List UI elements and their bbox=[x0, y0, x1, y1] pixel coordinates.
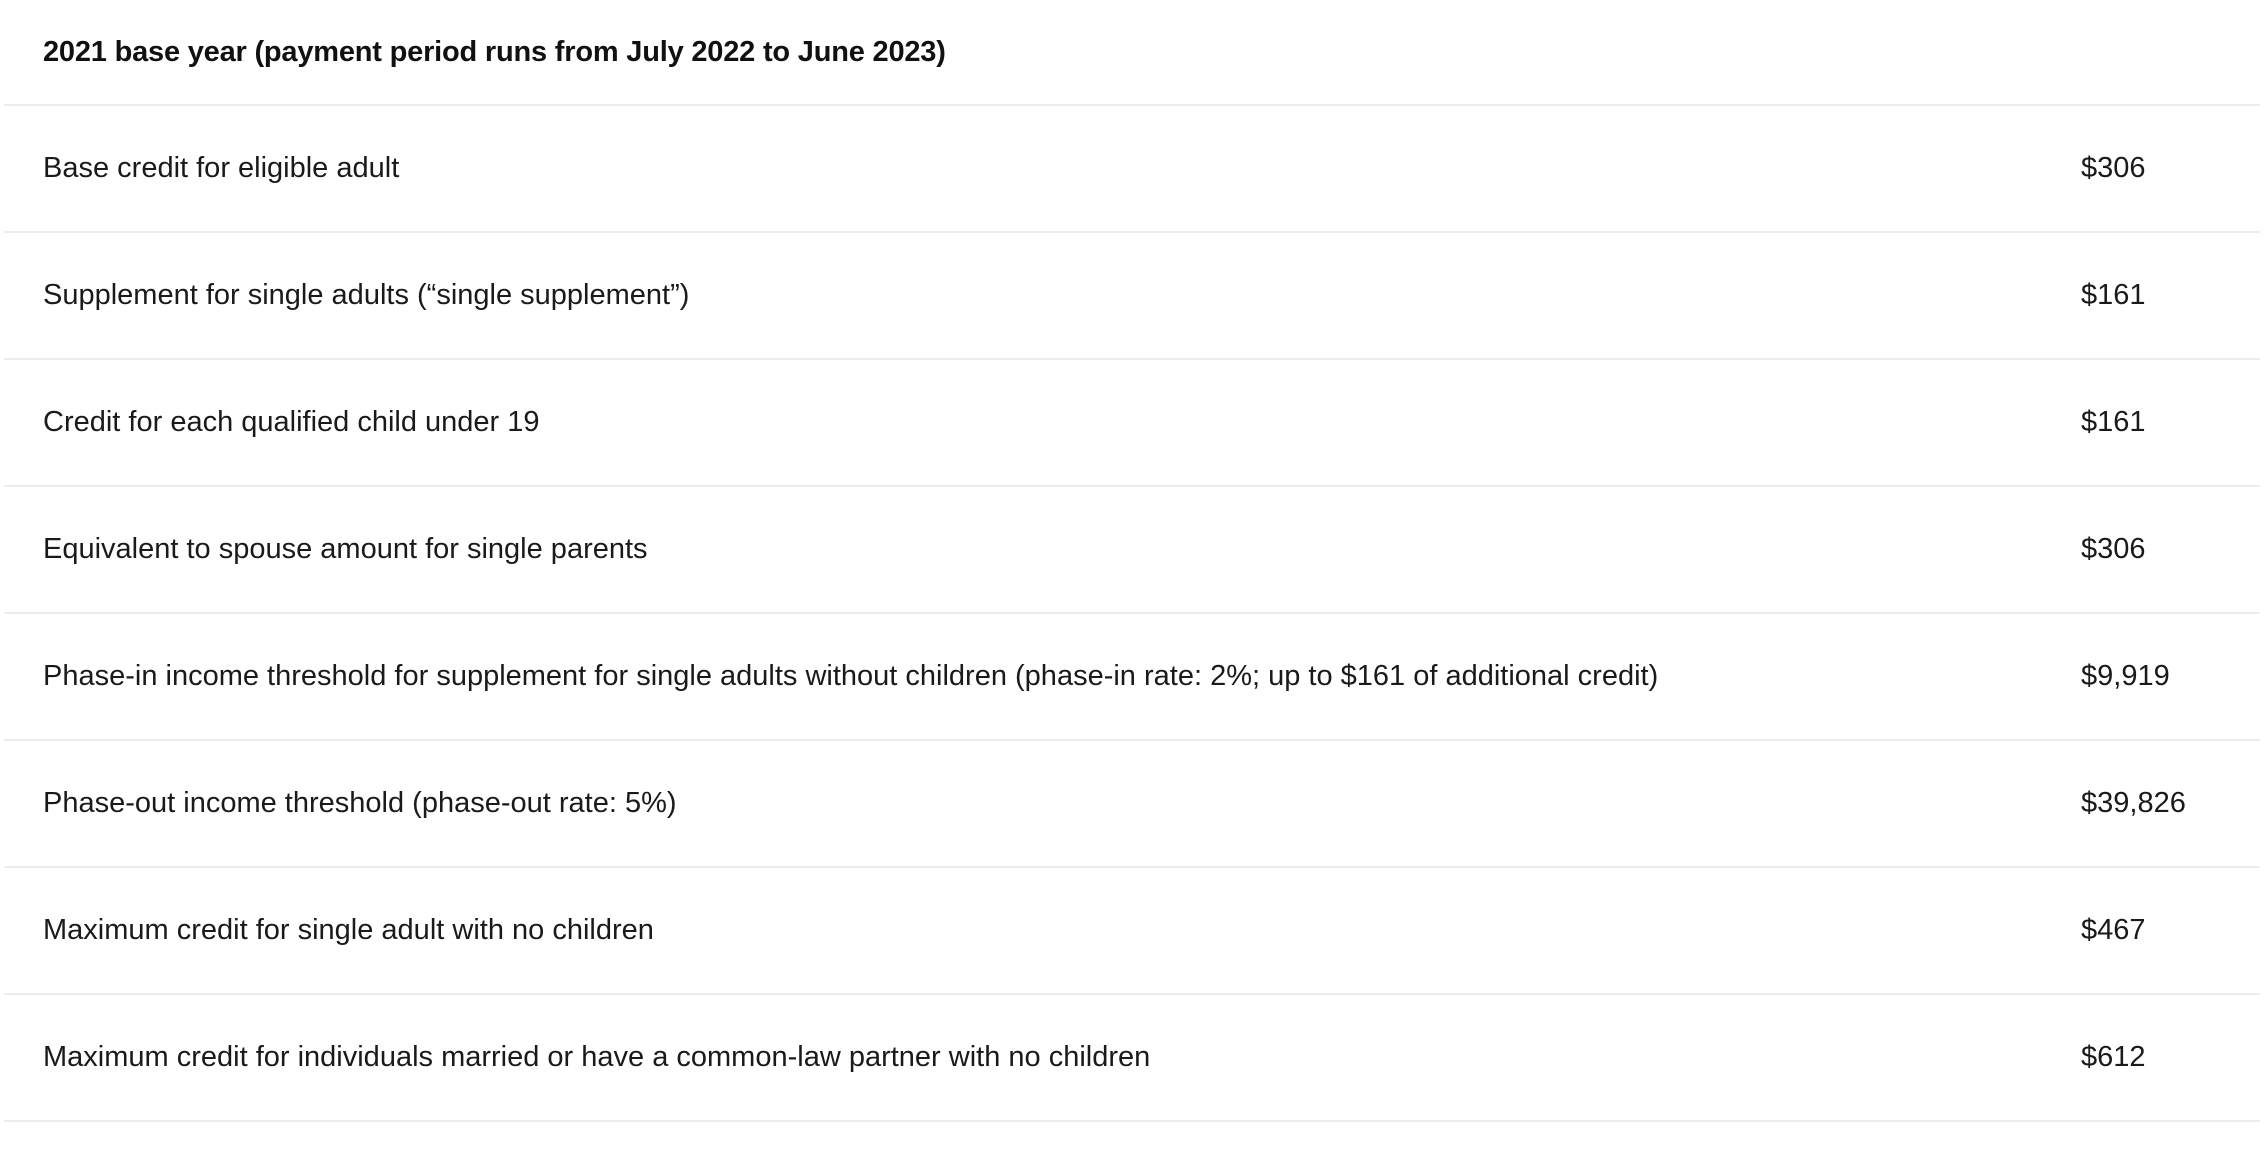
row-label: Phase-out income threshold (phase-out rate: 5%) bbox=[43, 787, 677, 819]
row-label: Phase-in income threshold for supplement for single adults without children (phase-in rate: 2%; up to $161 of additional credit) bbox=[43, 660, 1659, 692]
table-header bbox=[4, 0, 2260, 106]
table-title: 2021 base year (payment period runs from July 2022 to June 2023) bbox=[43, 35, 946, 68]
row-value: $161 bbox=[2081, 406, 2146, 438]
row-label: Maximum credit for single adult with no children bbox=[43, 914, 654, 946]
table-row bbox=[4, 360, 2260, 487]
row-value: $9,919 bbox=[2081, 660, 2170, 692]
row-label: Maximum credit for individuals married or have a common-law partner with no children bbox=[43, 1041, 1151, 1073]
row-value: $161 bbox=[2081, 279, 2146, 311]
row-label: Equivalent to spouse amount for single parents bbox=[43, 533, 648, 565]
row-label: Credit for each qualified child under 19 bbox=[43, 406, 540, 438]
table-row bbox=[4, 741, 2260, 868]
row-value: $39,826 bbox=[2081, 787, 2186, 819]
row-value: $306 bbox=[2081, 152, 2146, 184]
row-value: $306 bbox=[2081, 533, 2146, 565]
row-value: $467 bbox=[2081, 914, 2146, 946]
table-row bbox=[4, 868, 2260, 995]
table-row bbox=[4, 614, 2260, 741]
table-row bbox=[4, 995, 2260, 1122]
credit-table bbox=[4, 0, 2260, 1122]
table-row bbox=[4, 106, 2260, 233]
table-row bbox=[4, 487, 2260, 614]
table-row bbox=[4, 233, 2260, 360]
row-label: Supplement for single adults (“single supplement”) bbox=[43, 279, 690, 311]
row-label: Base credit for eligible adult bbox=[43, 152, 400, 184]
row-value: $612 bbox=[2081, 1041, 2146, 1073]
